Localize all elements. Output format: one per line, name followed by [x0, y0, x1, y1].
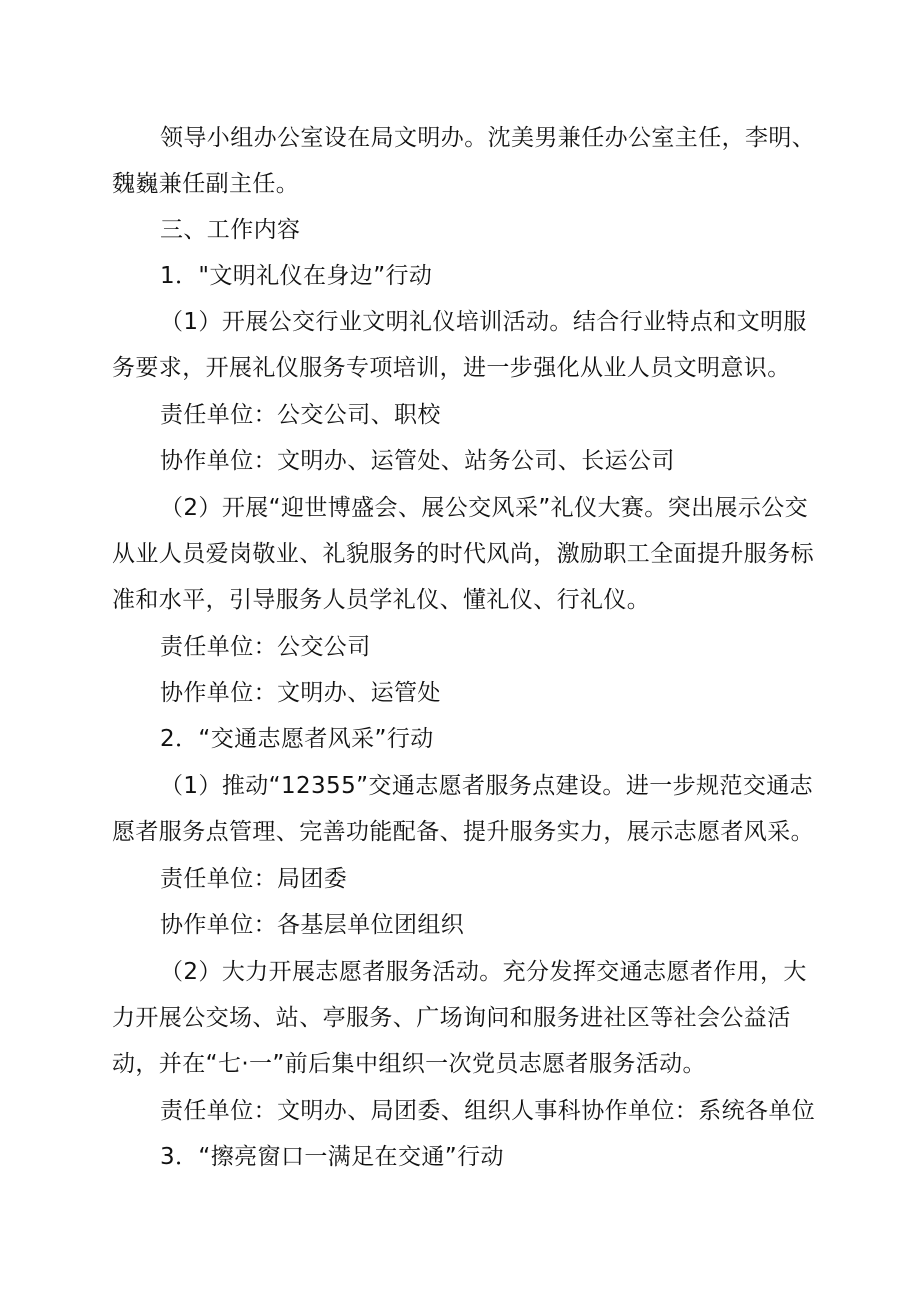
cooperating-units-1-2: 协作单位：文明办、运管处	[160, 680, 441, 706]
item-heading-1: 1．"文明礼仪在身边”行动	[160, 263, 433, 289]
responsible-units-2-2: 责任单位：文明办、局团委、组织人事科协作单位：系统各单位	[160, 1098, 816, 1124]
responsible-units-2-1: 责任单位：局团委	[160, 866, 348, 892]
paragraph-1-2: （2）开展“迎世博盛会、展公交风采”礼仪大赛。突出展示公交从业人员爱岗敬业、礼貌服务的时代风尚，激励职工全面提升服务标准和水平，引导服务人员学礼仪、懂礼仪、行礼仪。	[112, 495, 814, 613]
responsible-units-1-2: 责任单位：公交公司	[160, 634, 371, 660]
cooperating-units-2-1: 协作单位：各基层单位团组织	[160, 912, 465, 938]
responsible-units-1-1: 责任单位：公交公司、职校	[160, 402, 441, 428]
item-heading-2: 2．“交通志愿者风采”行动	[160, 726, 434, 752]
paragraph-1-1: （1）开展公交行业文明礼仪培训活动。结合行业特点和文明服务要求，开展礼仪服务专项培训，进一步强化从业人员文明意识。	[112, 309, 807, 381]
paragraph-2-2: （2）大力开展志愿者服务活动。充分发挥交通志愿者作用，大力开展公交场、站、亭服务、广场询问和服务进社区等社会公益活动，并在“七·一”前后集中组织一次党员志愿者服务活动。	[112, 959, 807, 1077]
paragraph-office-setup: 领导小组办公室设在局文明办。沈美男兼任办公室主任，李明、魏巍兼任副主任。	[112, 125, 816, 197]
cooperating-units-1-1: 协作单位：文明办、运管处、站务公司、长运公司	[160, 448, 675, 474]
paragraph-2-1: （1）推动“12355”交通志愿者服务点建设。进一步规范交通志愿者服务点管理、完善功能配备、提升服务实力，展示志愿者风采。	[112, 773, 814, 845]
section-heading-work-content: 三、工作内容	[160, 217, 301, 243]
item-heading-3: 3．“擦亮窗口一满足在交通”行动	[160, 1144, 504, 1170]
